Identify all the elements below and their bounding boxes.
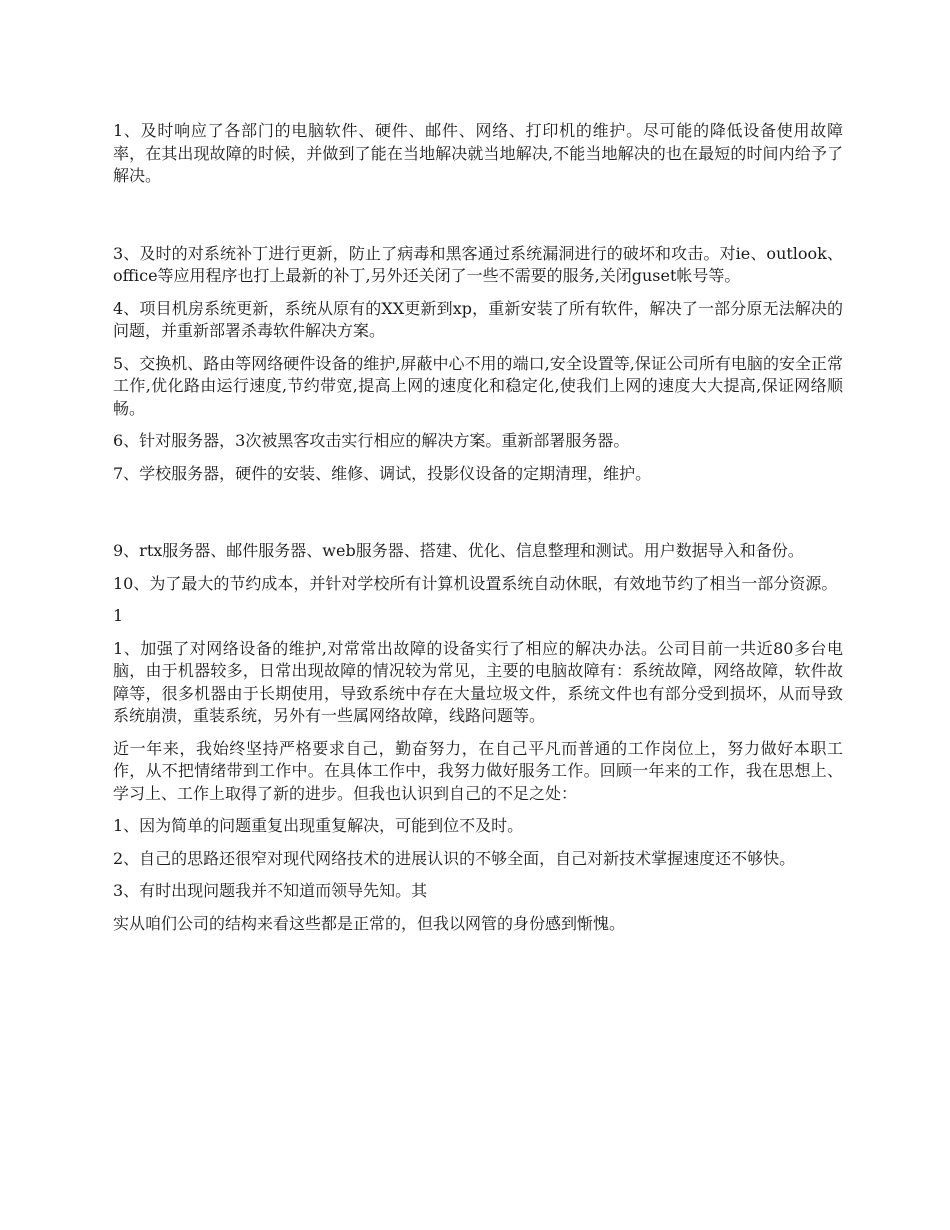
paragraph-7: 9、rtx服务器、邮件服务器、web服务器、搭建、优化、信息整理和测试。用户数据导入和备份。 [113,541,804,560]
document-body [113,120,843,935]
paragraph-14: 实从咱们公司的结构来看这些都是正常的，但我以网管的身份感到惭愧。 [113,913,626,933]
paragraph-10: 近一年来，我始终坚持严格要求自己，勤奋努力，在自己平凡而普通的工作岗位上，努力做好本职工作，从不把情绪带到工作中。在具体工作中，我努力做好服务工作。回顾一年来的工作，我在思想上、学习上、工作上取得了新的进步。但我也认识到自己的不足之处： [113,738,843,803]
paragraph-8: 10、为了最大的节约成本，并针对学校所有计算机设置系统自动休眠，有效地节约了相当一部分资源。 [113,573,838,593]
paragraph-11: 1、因为简单的问题重复出现重复解决，可能到位不及时。 [113,816,524,835]
section-number: 1 [113,606,124,625]
paragraph-13: 3、有时出现问题我并不知道而领导先知。其 [113,881,428,900]
paragraph-2: 3、及时的对系统补丁进行更新，防止了病毒和黑客通过系统漏洞进行的破坏和攻击。对ie、outlook、office等应用程序也打上最新的补丁,另外还关闭了一些不需要的服务,关闭guset帐号等。 [113,243,843,285]
paragraph-3: 4、项目机房系统更新，系统从原有的XX更新到xp，重新安装了所有软件，解决了一部分原无法解决的问题，并重新部署杀毒软件解决方案。 [113,298,843,340]
paragraph-9: 1、加强了对网络设备的维护,对常常出故障的设备实行了相应的解决办法。公司目前一共近80多台电脑，由于机器较多，日常出现故障的情况较为常见，主要的电脑故障有：系统故障，网络故障，软件故障等，很多机器由于长期使用，导致系统中存在大量垃圾文件，系统文件也有部分受到损坏，从而导致系统崩溃，重装系统，另外有一些属网络故障，线路问题等。 [113,638,843,725]
paragraph-4: 5、交换机、路由等网络硬件设备的维护,屏蔽中心不用的端口,安全设置等,保证公司所有电脑的安全正常工作,优化路由运行速度,节约带宽,提高上网的速度化和稳定化,使我们上网的速度大大提高,保证网络顺畅。 [113,353,843,418]
paragraph-6: 7、学校服务器，硬件的安装、维修、调试，投影仪设备的定期清理，维护。 [113,463,652,483]
paragraph-5: 6、针对服务器，3次被黑客攻击实行相应的解决方案。重新部署服务器。 [113,431,630,450]
paragraph-12: 2、自己的思路还很窄对现代网络技术的进展认识的不够全面，自己对新技术掌握速度还不够快。 [113,848,796,868]
paragraph-1: 1、及时响应了各部门的电脑软件、硬件、邮件、网络、打印机的维护。尽可能的降低设备使用故障率，在其出现故障的时候，并做到了能在当地解决就当地解决,不能当地解决的也在最短的时间内给予了解决。 [113,121,843,185]
